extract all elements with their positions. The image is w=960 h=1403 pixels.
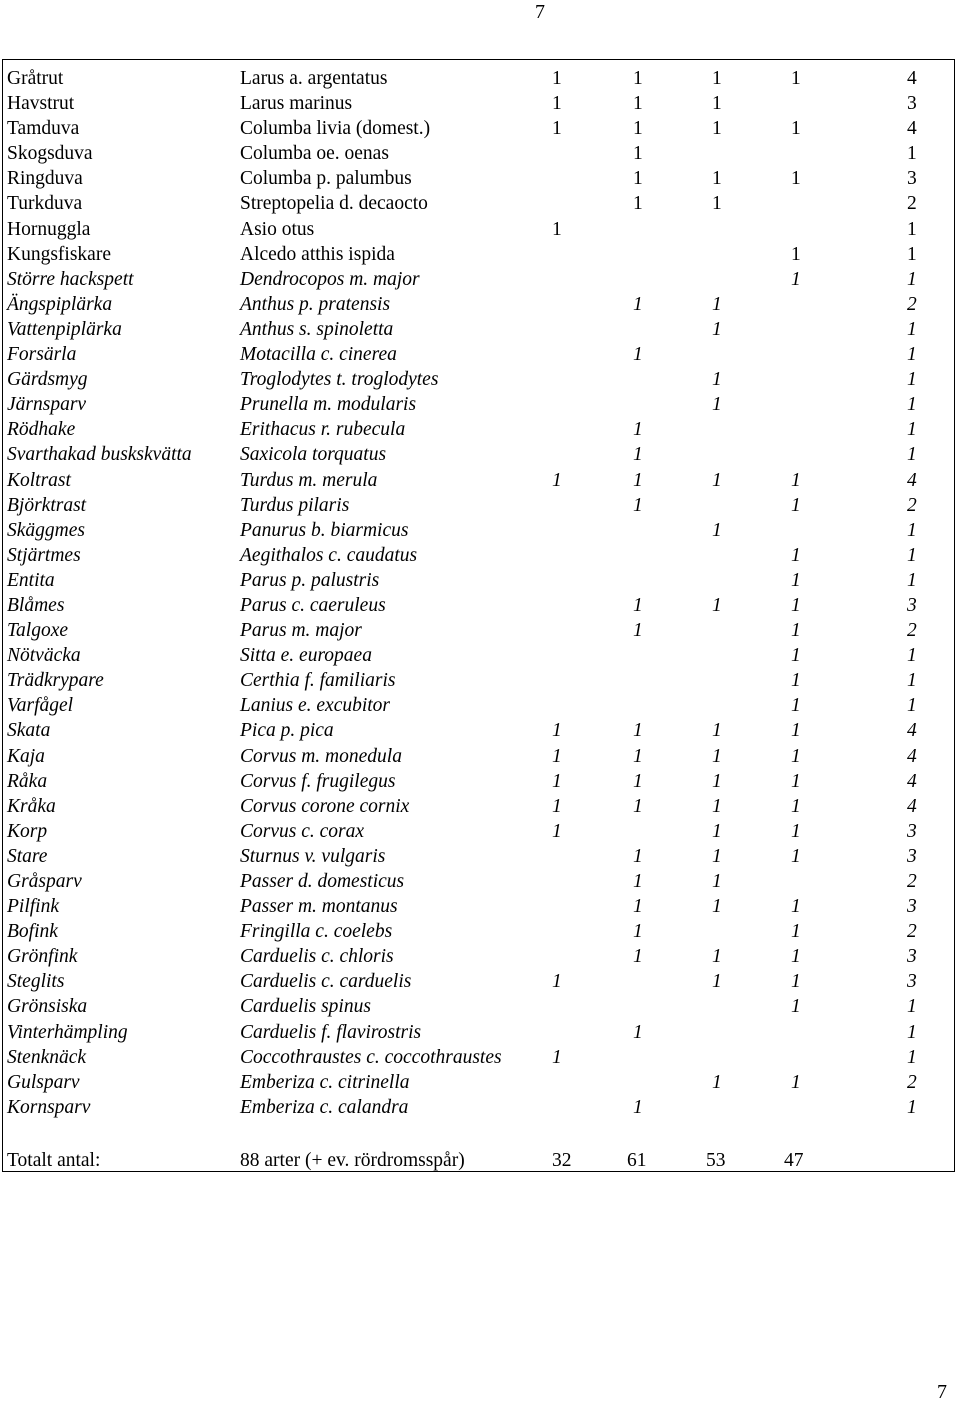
count-4: 1 xyxy=(791,845,801,867)
swedish-name: Turkduva xyxy=(7,193,83,215)
row-total: 2 xyxy=(907,1071,917,1093)
table-row xyxy=(7,944,955,969)
count-3: 1 xyxy=(712,68,722,89)
table-row xyxy=(7,718,955,743)
table-row xyxy=(7,593,955,618)
count-3: 1 xyxy=(712,519,722,541)
table-row xyxy=(7,744,955,769)
table-row xyxy=(7,417,955,442)
count-1: 1 xyxy=(552,68,562,89)
latin-name: Motacilla c. cinerea xyxy=(240,344,397,366)
latin-name: Coccothraustes c. coccothraustes xyxy=(240,1046,502,1068)
table-row xyxy=(7,643,955,668)
swedish-name: Vinterhämpling xyxy=(7,1021,128,1043)
count-1: 1 xyxy=(552,118,562,140)
latin-name: Carduelis spinus xyxy=(240,996,371,1018)
totals-count-2: 61 xyxy=(627,1150,647,1171)
row-total: 1 xyxy=(907,519,917,541)
count-3: 1 xyxy=(712,293,722,315)
swedish-name: Blåmes xyxy=(7,594,65,616)
count-2: 1 xyxy=(633,921,643,943)
latin-name: Panurus b. biarmicus xyxy=(240,519,409,541)
row-total: 1 xyxy=(907,268,917,290)
table-row xyxy=(7,769,955,794)
swedish-name: Pilfink xyxy=(7,896,59,918)
row-total: 1 xyxy=(907,218,917,240)
row-total: 1 xyxy=(907,544,917,566)
count-4: 1 xyxy=(791,118,801,140)
count-4: 1 xyxy=(791,469,801,491)
table-row xyxy=(7,166,955,191)
swedish-name: Kornsparv xyxy=(7,1096,91,1118)
row-total: 3 xyxy=(907,845,917,867)
latin-name: Carduelis c. chloris xyxy=(240,946,394,968)
latin-name: Sturnus v. vulgaris xyxy=(240,845,386,867)
count-2: 1 xyxy=(633,494,643,516)
count-3: 1 xyxy=(712,720,722,742)
swedish-name: Talgoxe xyxy=(7,620,69,642)
table-row xyxy=(7,116,955,141)
row-total: 1 xyxy=(907,996,917,1018)
table-row xyxy=(7,869,955,894)
row-total: 4 xyxy=(907,745,917,767)
count-3: 1 xyxy=(712,795,722,817)
count-1: 1 xyxy=(552,770,562,792)
swedish-name: Korp xyxy=(7,820,48,842)
table-row xyxy=(7,141,955,166)
swedish-name: Ringduva xyxy=(7,168,83,190)
count-4: 1 xyxy=(791,820,801,842)
table-row xyxy=(7,1020,955,1045)
latin-name: Emberiza c. citrinella xyxy=(240,1071,410,1093)
count-4: 1 xyxy=(791,720,801,742)
table-row xyxy=(7,242,955,267)
latin-name: Sitta e. europaea xyxy=(240,645,372,667)
row-total: 4 xyxy=(907,795,917,817)
table-row xyxy=(7,844,955,869)
row-total: 3 xyxy=(907,168,917,190)
table-row xyxy=(7,392,955,417)
latin-name: Emberiza c. calandra xyxy=(240,1096,409,1118)
count-1: 1 xyxy=(552,795,562,817)
count-4: 1 xyxy=(791,921,801,943)
latin-name: Saxicola torquatus xyxy=(240,444,387,466)
count-3: 1 xyxy=(712,369,722,391)
latin-name: Corvus m. monedula xyxy=(240,745,402,767)
count-2: 1 xyxy=(633,469,643,491)
swedish-name: Större hackspett xyxy=(7,268,134,290)
row-total: 2 xyxy=(907,293,917,315)
count-2: 1 xyxy=(633,143,643,165)
count-2: 1 xyxy=(633,745,643,767)
latin-name: Columba livia (domest.) xyxy=(240,118,431,140)
count-4: 1 xyxy=(791,569,801,591)
totals-label: Totalt antal: xyxy=(7,1150,101,1171)
latin-name: Erithacus r. rubecula xyxy=(240,419,406,441)
count-3: 1 xyxy=(712,971,722,993)
latin-name: Fringilla c. coelebs xyxy=(240,921,393,943)
count-2: 1 xyxy=(633,344,643,366)
swedish-name: Grönsiska xyxy=(7,996,88,1018)
count-4: 1 xyxy=(791,268,801,290)
count-3: 1 xyxy=(712,896,722,918)
latin-name: Passer m. montanus xyxy=(240,896,398,918)
table-row xyxy=(7,618,955,643)
row-total: 1 xyxy=(907,143,917,165)
latin-name: Larus a. argentatus xyxy=(240,68,388,89)
count-4: 1 xyxy=(791,494,801,516)
swedish-name: Gulsparv xyxy=(7,1071,80,1093)
row-total: 1 xyxy=(907,419,917,441)
swedish-name: Hornuggla xyxy=(7,218,91,240)
latin-name: Aegithalos c. caudatus xyxy=(240,544,418,566)
row-total: 4 xyxy=(907,68,917,89)
row-total: 3 xyxy=(907,93,917,115)
row-total: 1 xyxy=(907,318,917,340)
count-2: 1 xyxy=(633,720,643,742)
count-3: 1 xyxy=(712,118,722,140)
totals-count-4: 47 xyxy=(784,1150,804,1171)
count-4: 1 xyxy=(791,243,801,265)
count-2: 1 xyxy=(633,795,643,817)
count-2: 1 xyxy=(633,594,643,616)
row-total: 3 xyxy=(907,820,917,842)
row-total: 1 xyxy=(907,444,917,466)
swedish-name: Koltrast xyxy=(7,469,71,491)
swedish-name: Skogsduva xyxy=(7,143,93,165)
row-total: 1 xyxy=(907,670,917,692)
table-row xyxy=(7,66,955,91)
count-2: 1 xyxy=(633,896,643,918)
table-row xyxy=(7,543,955,568)
page-number-top: 7 xyxy=(535,1,545,23)
count-1: 1 xyxy=(552,469,562,491)
count-3: 1 xyxy=(712,845,722,867)
table-row xyxy=(7,342,955,367)
row-total: 1 xyxy=(907,243,917,265)
latin-name: Corvus f. frugilegus xyxy=(240,770,396,792)
count-2: 1 xyxy=(633,444,643,466)
row-total: 1 xyxy=(907,645,917,667)
latin-name: Turdus m. merula xyxy=(240,469,378,491)
table-row xyxy=(7,969,955,994)
table-row xyxy=(7,91,955,116)
count-4: 1 xyxy=(791,645,801,667)
count-3: 1 xyxy=(712,318,722,340)
row-total: 3 xyxy=(907,594,917,616)
count-4: 1 xyxy=(791,695,801,717)
table-row xyxy=(7,919,955,944)
species-table xyxy=(7,66,955,1120)
count-2: 1 xyxy=(633,1096,643,1118)
latin-name: Carduelis f. flavirostris xyxy=(240,1021,422,1043)
swedish-name: Kråka xyxy=(7,795,56,817)
latin-name: Passer d. domesticus xyxy=(240,871,405,892)
latin-name: Corvus corone cornix xyxy=(240,795,410,817)
swedish-name: Skata xyxy=(7,720,51,742)
swedish-name: Bofink xyxy=(7,921,58,943)
swedish-name: Havstrut xyxy=(7,93,75,115)
count-4: 1 xyxy=(791,594,801,616)
swedish-name: Grönfink xyxy=(7,946,78,968)
count-3: 1 xyxy=(712,394,722,416)
totals-count-3: 53 xyxy=(706,1150,726,1171)
swedish-name: Gråtrut xyxy=(7,68,64,89)
swedish-name: Vattenpiplärka xyxy=(7,318,122,340)
count-1: 1 xyxy=(552,1046,562,1068)
count-3: 1 xyxy=(712,594,722,616)
count-4: 1 xyxy=(791,770,801,792)
count-3: 1 xyxy=(712,193,722,215)
swedish-name: Stjärtmes xyxy=(7,544,81,566)
table-row xyxy=(7,367,955,392)
count-4: 1 xyxy=(791,544,801,566)
table-row xyxy=(7,468,955,493)
swedish-name: Stare xyxy=(7,845,48,867)
latin-name: Prunella m. modularis xyxy=(240,394,417,416)
latin-name: Parus c. caeruleus xyxy=(240,594,386,616)
row-total: 1 xyxy=(907,369,917,391)
latin-name: Corvus c. corax xyxy=(240,820,365,842)
count-1: 1 xyxy=(552,745,562,767)
row-total: 3 xyxy=(907,896,917,918)
table-row xyxy=(7,668,955,693)
table-row xyxy=(7,794,955,819)
count-4: 1 xyxy=(791,896,801,918)
swedish-name: Kungsfiskare xyxy=(7,243,111,265)
totals-count-1: 32 xyxy=(552,1150,572,1171)
latin-name: Columba oe. oenas xyxy=(240,143,389,165)
count-2: 1 xyxy=(633,419,643,441)
row-total: 1 xyxy=(907,344,917,366)
swedish-name: Björktrast xyxy=(7,494,87,516)
latin-name: Asio otus xyxy=(240,218,315,240)
row-total: 2 xyxy=(907,620,917,642)
swedish-name: Steglits xyxy=(7,971,65,993)
table-row xyxy=(7,994,955,1019)
row-total: 4 xyxy=(907,118,917,140)
latin-name: Columba p. palumbus xyxy=(240,168,412,190)
row-total: 1 xyxy=(907,1046,917,1068)
count-2: 1 xyxy=(633,118,643,140)
latin-name: Streptopelia d. decaocto xyxy=(240,193,428,215)
count-2: 1 xyxy=(633,168,643,190)
count-2: 1 xyxy=(633,93,643,115)
count-2: 1 xyxy=(633,946,643,968)
count-3: 1 xyxy=(712,770,722,792)
row-total: 3 xyxy=(907,971,917,993)
swedish-name: Kaja xyxy=(7,745,45,767)
count-4: 1 xyxy=(791,745,801,767)
swedish-name: Nötväcka xyxy=(7,645,81,667)
page-number-bottom: 7 xyxy=(937,1381,947,1403)
count-2: 1 xyxy=(633,871,643,892)
latin-name: Turdus pilaris xyxy=(240,494,350,516)
swedish-name: Varfågel xyxy=(7,695,74,717)
swedish-name: Råka xyxy=(7,770,48,792)
count-4: 1 xyxy=(791,795,801,817)
count-3: 1 xyxy=(712,469,722,491)
swedish-name: Forsärla xyxy=(7,344,77,366)
table-row xyxy=(7,442,955,467)
row-total: 4 xyxy=(907,720,917,742)
row-total: 2 xyxy=(907,871,917,892)
count-2: 1 xyxy=(633,620,643,642)
count-4: 1 xyxy=(791,68,801,89)
count-2: 1 xyxy=(633,845,643,867)
count-2: 1 xyxy=(633,770,643,792)
swedish-name: Trädkrypare xyxy=(7,670,104,692)
table-row xyxy=(7,292,955,317)
count-2: 1 xyxy=(633,293,643,315)
latin-name: Alcedo atthis ispida xyxy=(240,243,395,265)
row-total: 1 xyxy=(907,695,917,717)
count-3: 1 xyxy=(712,820,722,842)
count-4: 1 xyxy=(791,620,801,642)
row-total: 2 xyxy=(907,494,917,516)
count-2: 1 xyxy=(633,1021,643,1043)
latin-name: Parus m. major xyxy=(240,620,362,642)
count-4: 1 xyxy=(791,168,801,190)
row-total: 4 xyxy=(907,469,917,491)
latin-name: Lanius e. excubitor xyxy=(240,695,391,717)
count-3: 1 xyxy=(712,871,722,892)
table-row xyxy=(7,493,955,518)
count-3: 1 xyxy=(712,93,722,115)
count-1: 1 xyxy=(552,218,562,240)
latin-name: Dendrocopos m. major xyxy=(240,268,420,290)
count-3: 1 xyxy=(712,168,722,190)
row-total: 2 xyxy=(907,921,917,943)
table-row xyxy=(7,518,955,543)
swedish-name: Rödhake xyxy=(7,419,76,441)
count-1: 1 xyxy=(552,971,562,993)
table-row xyxy=(7,267,955,292)
table-row xyxy=(7,894,955,919)
latin-name: Anthus p. pratensis xyxy=(240,293,391,315)
table-row xyxy=(7,217,955,242)
count-2: 1 xyxy=(633,68,643,89)
count-3: 1 xyxy=(712,1071,722,1093)
count-4: 1 xyxy=(791,996,801,1018)
swedish-name: Stenknäck xyxy=(7,1046,87,1068)
table-row xyxy=(7,819,955,844)
count-3: 1 xyxy=(712,946,722,968)
table-row xyxy=(7,1045,955,1070)
row-total: 4 xyxy=(907,770,917,792)
count-1: 1 xyxy=(552,93,562,115)
count-3: 1 xyxy=(712,745,722,767)
row-total: 1 xyxy=(907,569,917,591)
row-total: 1 xyxy=(907,394,917,416)
table-row xyxy=(7,1095,955,1120)
swedish-name: Skäggmes xyxy=(7,519,85,541)
latin-name: Certhia f. familiaris xyxy=(240,670,396,692)
latin-name: Pica p. pica xyxy=(240,720,334,742)
table-row xyxy=(7,693,955,718)
table-row xyxy=(7,1070,955,1095)
row-total: 1 xyxy=(907,1096,917,1118)
latin-name: Anthus s. spinoletta xyxy=(240,318,394,340)
count-4: 1 xyxy=(791,946,801,968)
swedish-name: Gråsparv xyxy=(7,871,82,892)
swedish-name: Entita xyxy=(7,569,55,591)
swedish-name: Järnsparv xyxy=(7,394,87,416)
latin-name: Parus p. palustris xyxy=(240,569,380,591)
swedish-name: Tamduva xyxy=(7,118,80,140)
totals-species-count: 88 arter (+ ev. rördromsspår) xyxy=(240,1150,465,1171)
count-4: 1 xyxy=(791,670,801,692)
latin-name: Carduelis c. carduelis xyxy=(240,971,412,993)
count-4: 1 xyxy=(791,971,801,993)
row-total: 1 xyxy=(907,1021,917,1043)
count-1: 1 xyxy=(552,820,562,842)
count-2: 1 xyxy=(633,193,643,215)
table-row xyxy=(7,191,955,216)
latin-name: Troglodytes t. troglodytes xyxy=(240,369,439,391)
swedish-name: Ängspiplärka xyxy=(7,293,113,315)
table-row xyxy=(7,317,955,342)
count-1: 1 xyxy=(552,720,562,742)
row-total: 2 xyxy=(907,193,917,215)
swedish-name: Gärdsmyg xyxy=(7,369,88,391)
row-total: 3 xyxy=(907,946,917,968)
count-4: 1 xyxy=(791,1071,801,1093)
table-row xyxy=(7,568,955,593)
latin-name: Larus marinus xyxy=(240,93,353,115)
totals-row xyxy=(7,1148,955,1174)
swedish-name: Svarthakad buskskvätta xyxy=(7,444,192,466)
